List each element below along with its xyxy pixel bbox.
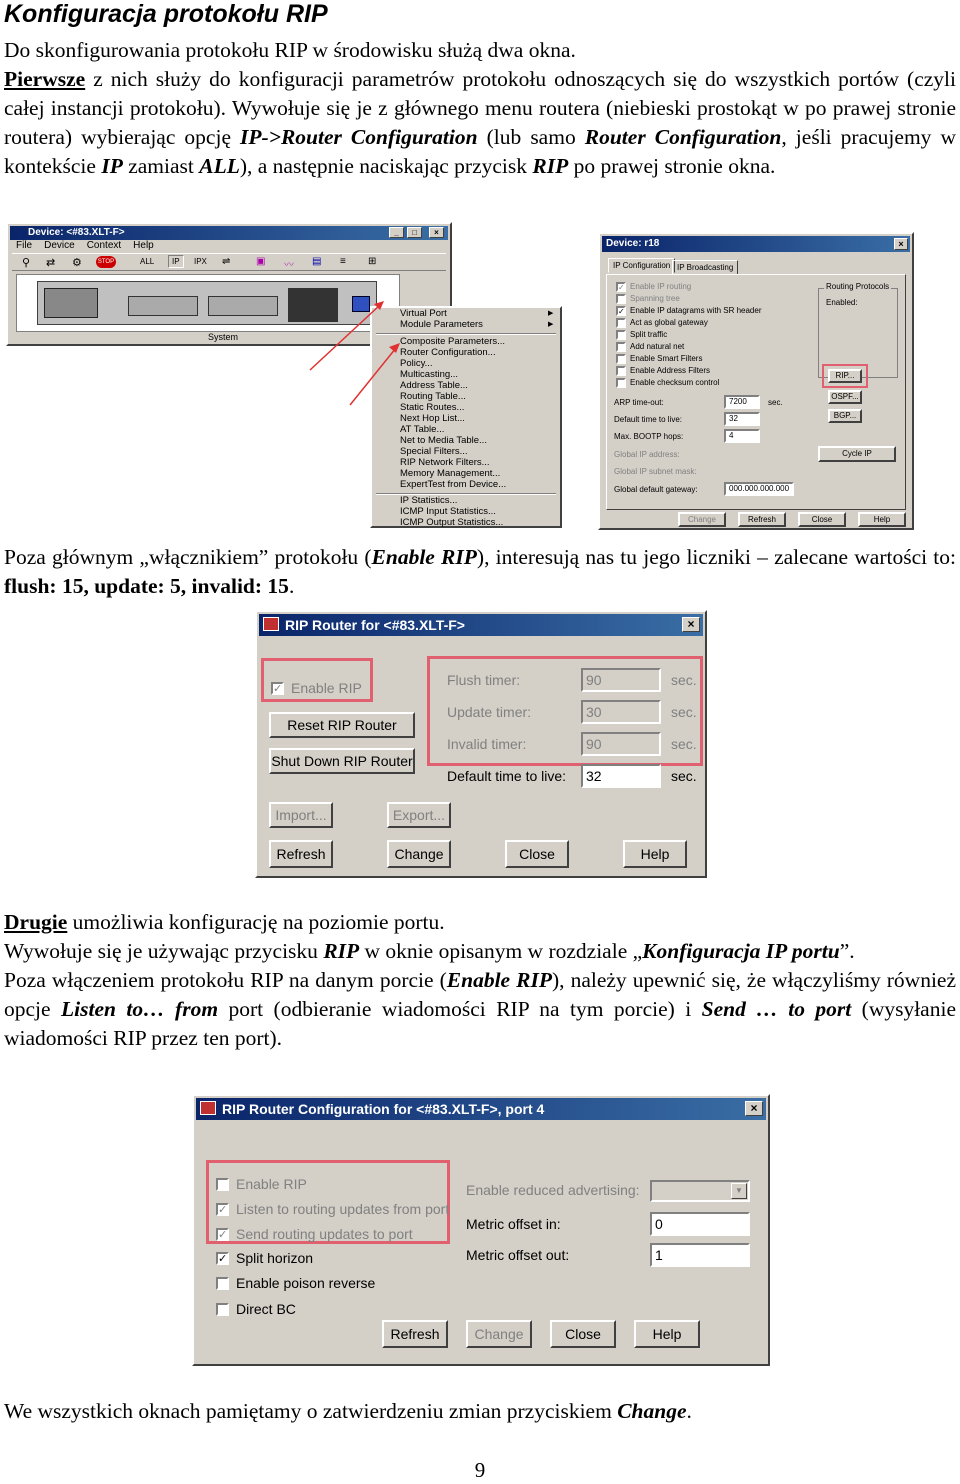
r18-titlebar xyxy=(602,236,910,252)
app-icon xyxy=(263,617,279,631)
tab-ip-broadcasting[interactable]: IP Broadcasting xyxy=(672,260,738,275)
invalid-timer-field[interactable]: 90 xyxy=(581,732,661,756)
check-label: Enable poison reverse xyxy=(236,1275,376,1291)
device-menubar xyxy=(16,240,154,251)
check-label: Send routing updates to port xyxy=(236,1226,413,1242)
export-button[interactable]: Export... xyxy=(387,802,451,828)
text-run: port (odbieranie wiadomości RIP na tym porcie) i xyxy=(218,997,702,1021)
change-button[interactable]: Change xyxy=(678,512,726,527)
send-term: Send … to port xyxy=(701,997,852,1021)
gear-icon[interactable]: ⚙ xyxy=(72,257,82,269)
invalid-timer-label: Invalid timer: xyxy=(447,736,527,752)
refresh-button[interactable]: Refresh xyxy=(738,512,786,527)
rip-term: RIP xyxy=(532,154,569,178)
r18-window xyxy=(598,232,914,530)
menu-item[interactable]: Composite Parameters... xyxy=(400,336,506,347)
help-button[interactable]: Help xyxy=(858,512,906,527)
intro-paragraph xyxy=(4,36,956,181)
text-run: . xyxy=(288,574,295,598)
flush-timer-field[interactable]: 90 xyxy=(581,668,661,692)
cycle-ip-button[interactable]: Cycle IP xyxy=(818,446,896,462)
check-label: Enable checksum control xyxy=(630,378,720,387)
close-icon[interactable]: × xyxy=(745,1101,763,1116)
change-button[interactable]: Change xyxy=(387,840,451,868)
menu-item[interactable]: Routing Table... xyxy=(400,391,466,402)
text-run: , jeśli pracujemy w kontekście xyxy=(4,125,956,178)
check-label: Enable IP datagrams with SR header xyxy=(630,306,762,315)
pierwsze-label: Pierwsze xyxy=(4,67,86,91)
device-titlebar xyxy=(10,226,448,240)
menu-item[interactable]: Special Filters... xyxy=(400,446,468,457)
intro-body xyxy=(4,65,956,181)
menu-item[interactable]: RIP Network Filters... xyxy=(400,457,490,468)
menu-item[interactable]: Policy... xyxy=(400,358,433,369)
text-run: umożliwia konfigurację na poziomie portu. xyxy=(67,910,445,934)
intro-line: Do skonfigurowania protokołu RIP w środowisku służą dwa okna. xyxy=(4,38,576,62)
menu-item-module-parameters[interactable]: Module Parameters xyxy=(400,319,483,330)
check-label: Enable Address Filters xyxy=(630,366,711,375)
enable-rip-label: Enable RIP xyxy=(291,680,362,696)
text-run: po prawej stronie okna. xyxy=(568,154,776,178)
enabled-label: Enabled: xyxy=(826,298,858,307)
text-run: ”. xyxy=(839,939,855,963)
checkbox[interactable] xyxy=(616,342,626,352)
shutdown-rip-button[interactable]: Shut Down RIP Router xyxy=(269,748,415,774)
port-module xyxy=(128,296,198,316)
closing-paragraph xyxy=(4,1397,956,1426)
checkbox[interactable] xyxy=(616,294,626,304)
change-button[interactable]: Change xyxy=(466,1320,532,1348)
field-label: Global IP subnet mask: xyxy=(614,467,697,476)
check-label: Enable RIP xyxy=(236,1176,307,1192)
checkbox[interactable] xyxy=(616,330,626,340)
poison-reverse-checkbox[interactable] xyxy=(216,1277,229,1290)
listen-term: Listen to… from xyxy=(61,997,219,1021)
send-checkbox[interactable]: ✓ xyxy=(218,1228,228,1241)
check-label: Listen to routing updates from port xyxy=(236,1201,450,1217)
arp-timeout-field[interactable]: 7200 xyxy=(724,395,760,409)
field-label: ARP time-out: xyxy=(614,398,664,407)
port-title: RIP Router Configuration for <#83.XLT-F>, port 4 xyxy=(222,1101,545,1117)
port-line xyxy=(4,966,956,1053)
help-button[interactable]: Help xyxy=(634,1320,700,1348)
text-run: w oknie opisanym w rozdziale „ xyxy=(359,939,643,963)
refresh-button[interactable]: Refresh xyxy=(269,840,333,868)
reduced-adv-label: Enable reduced advertising: xyxy=(466,1182,640,1198)
import-button[interactable]: Import... xyxy=(269,802,333,828)
checkbox[interactable] xyxy=(616,318,626,328)
reduced-adv-select[interactable] xyxy=(650,1180,750,1202)
tab-ip-configuration[interactable]: IP Configuration xyxy=(608,258,675,273)
enable-rip-checkbox[interactable]: ✓ xyxy=(273,682,283,695)
text-run: z nich służy do konfiguracji parametrów protokołu odnoszących się do wszystkich portów (czyli całej instancji protokołu). Wywołuje się je z głównego menu routera (niebieski prostokąt w po prawej stronie routera) wybierając opcję xyxy=(4,67,956,149)
text-run: ), a następnie naciskając przycisk xyxy=(239,154,533,178)
close-button[interactable]: Close xyxy=(505,840,569,868)
checkbox[interactable] xyxy=(616,354,626,364)
close-icon[interactable]: × xyxy=(894,238,908,250)
submenu-arrow-icon: ▶ xyxy=(548,321,554,328)
rip-router-window xyxy=(255,610,707,878)
menu-option: Router Configuration xyxy=(584,125,782,149)
menu-item[interactable]: ICMP Output Statistics... xyxy=(400,517,504,528)
menu-item[interactable]: Multicasting... xyxy=(400,369,459,380)
ttl-field[interactable]: 32 xyxy=(724,412,760,426)
drugie-label: Drugie xyxy=(4,910,68,934)
text-run: Poza głównym „włącznikiem” protokołu ( xyxy=(4,545,372,569)
timers-paragraph xyxy=(4,543,956,601)
text-run: (lub samo xyxy=(477,125,585,149)
checkbox[interactable] xyxy=(616,378,626,388)
context-ip: IP xyxy=(101,154,123,178)
report-icon[interactable]: ▣ xyxy=(256,256,266,267)
list-icon[interactable]: ≡ xyxy=(340,256,346,267)
update-timer-field[interactable]: 30 xyxy=(581,700,661,724)
arrow-line xyxy=(310,305,380,370)
toolbar-all[interactable]: ALL xyxy=(140,257,155,266)
rip-term: RIP xyxy=(323,939,360,963)
refresh-button[interactable]: Refresh xyxy=(382,1320,448,1348)
port-line xyxy=(4,937,956,966)
chart-icon[interactable]: 〰 xyxy=(284,260,294,271)
ttl-field[interactable]: 32 xyxy=(581,764,661,788)
text-run: ), interesują nas tu jego liczniki – zalecane wartości to: xyxy=(476,545,957,569)
arrow-line xyxy=(350,348,396,405)
menu-context[interactable]: Context xyxy=(86,240,122,251)
check-label: Act as global gateway xyxy=(630,318,708,327)
menu-file[interactable]: File xyxy=(16,240,33,251)
port-line xyxy=(4,908,956,937)
context-all: ALL xyxy=(199,154,240,178)
metric-in-field[interactable]: 0 xyxy=(650,1212,750,1236)
enable-rip-term: Enable RIP xyxy=(446,968,552,992)
port-paragraph xyxy=(4,908,956,1053)
unit-label: sec. xyxy=(671,768,697,784)
metric-in-label: Metric offset in: xyxy=(466,1216,561,1232)
menu-device[interactable]: Device xyxy=(44,240,75,251)
help-button[interactable]: Help xyxy=(623,840,687,868)
r18-title: Device: r18 xyxy=(606,238,660,249)
text-run: zamiast xyxy=(122,154,200,178)
grid-icon[interactable]: ⊞ xyxy=(368,256,377,267)
minimize-icon[interactable]: _ xyxy=(389,227,404,238)
split-horizon-checkbox[interactable]: ✓ xyxy=(218,1252,228,1265)
toolbar-ipx[interactable]: IPX xyxy=(194,257,207,266)
field-label: Max. BOOTP hops: xyxy=(614,432,684,441)
close-icon[interactable]: × xyxy=(429,227,444,238)
metric-out-label: Metric offset out: xyxy=(466,1247,570,1263)
rip-button[interactable]: RIP... xyxy=(828,369,862,383)
checkbox[interactable]: ✓ xyxy=(618,283,625,292)
checkbox[interactable]: ✓ xyxy=(618,307,625,316)
check-label: Split horizon xyxy=(236,1250,314,1266)
system-label: System xyxy=(208,332,239,342)
enable-rip-term: Enable RIP xyxy=(371,545,477,569)
menu-item[interactable]: Static Routes... xyxy=(400,402,465,413)
checkbox[interactable] xyxy=(616,366,626,376)
field-label: Default time to live: xyxy=(614,415,683,424)
text-run: We wszystkich oknach pamiętamy o zatwierdzeniu zmian przyciskiem xyxy=(4,1399,618,1423)
submenu-arrow-icon: ▶ xyxy=(548,310,554,317)
swap-icon[interactable]: ⇄ xyxy=(46,257,56,269)
update-timer-label: Update timer: xyxy=(447,704,532,720)
menu-item[interactable]: Address Table... xyxy=(400,380,468,391)
arrowhead-icon xyxy=(389,343,400,353)
menu-item-virtual-port[interactable]: Virtual Port xyxy=(400,308,447,319)
close-button[interactable]: Close xyxy=(798,512,846,527)
direct-bc-checkbox[interactable] xyxy=(216,1303,229,1316)
routing-group-label: Routing Protocols xyxy=(826,282,890,291)
port-titlebar xyxy=(196,1098,766,1120)
gateway-field[interactable]: 000.000.000.000 xyxy=(724,482,794,496)
check-label: Enable Smart Filters xyxy=(630,354,703,363)
maximize-icon[interactable]: □ xyxy=(407,227,422,238)
check-label: Spanning tree xyxy=(630,294,680,303)
menu-path: IP->Router Configuration xyxy=(240,125,478,149)
unit-label: sec. xyxy=(671,704,697,720)
unit-label: sec. xyxy=(671,672,697,688)
menu-item[interactable]: AT Table... xyxy=(400,424,445,435)
ttl-label: Default time to live: xyxy=(447,768,567,784)
check-label: Add natural net xyxy=(630,342,685,351)
close-icon[interactable]: × xyxy=(682,617,700,632)
red-arrows xyxy=(300,290,410,410)
menu-item[interactable]: ICMP Input Statistics... xyxy=(400,506,496,517)
text-run: Wywołuje się je używając przycisku xyxy=(4,939,324,963)
field-label: Global IP address: xyxy=(614,450,680,459)
enable-rip-checkbox[interactable] xyxy=(216,1178,229,1191)
menu-item[interactable]: ExpertTest from Device... xyxy=(400,479,507,490)
stop-icon[interactable]: STOP xyxy=(96,256,116,268)
recommended-values: flush: 15, update: 5, invalid: 15 xyxy=(4,574,289,598)
text-run: (wysyłanie wiadomości RIP przez ten port). xyxy=(4,997,956,1050)
chevron-down-icon[interactable]: ▼ xyxy=(731,1183,747,1199)
device-title: Device: <#83.XLT-F> xyxy=(28,227,125,238)
text-run: Poza włączeniem protokołu RIP na danym porcie ( xyxy=(4,968,447,992)
check-label: Split traffic xyxy=(630,330,668,339)
metric-out-field[interactable]: 1 xyxy=(650,1243,750,1267)
chapter-ref: Konfiguracja IP portu xyxy=(642,939,840,963)
device-toolbar xyxy=(12,253,446,271)
port-config-window xyxy=(192,1094,770,1366)
check-label: Direct BC xyxy=(236,1301,296,1317)
power-module xyxy=(44,288,98,318)
check-label: Enable IP routing xyxy=(630,282,692,291)
bgp-button[interactable]: BGP... xyxy=(828,409,862,423)
flush-timer-label: Flush timer: xyxy=(447,672,521,688)
menu-item[interactable]: Next Hop List... xyxy=(400,413,465,424)
ospf-button[interactable]: OSPF... xyxy=(828,390,862,404)
menu-item[interactable]: Memory Management... xyxy=(400,468,501,479)
text-run: ), należy upewnić się, że włączyliśmy również opcje xyxy=(4,968,957,1021)
menu-item[interactable]: IP Statistics... xyxy=(400,495,458,506)
page-title: Konfiguracja protokołu RIP xyxy=(4,0,328,28)
toolbar-ip[interactable]: IP xyxy=(168,255,184,268)
menu-help[interactable]: Help xyxy=(133,240,154,251)
text-run: . xyxy=(686,1399,692,1423)
rip-titlebar xyxy=(259,614,703,636)
unit-label: sec. xyxy=(768,398,783,407)
bootp-hops-field[interactable]: 4 xyxy=(724,429,760,443)
change-term: Change xyxy=(617,1399,687,1423)
unit-label: sec. xyxy=(671,736,697,752)
menu-item-router-configuration[interactable]: Router Configuration... xyxy=(400,347,496,358)
listen-checkbox[interactable]: ✓ xyxy=(218,1203,228,1216)
table-icon[interactable]: ▤ xyxy=(312,256,322,267)
port-module xyxy=(208,296,278,316)
tool-icon[interactable]: ⇌ xyxy=(222,256,231,267)
rip-title: RIP Router for <#83.XLT-F> xyxy=(285,617,465,633)
close-button[interactable]: Close xyxy=(550,1320,616,1348)
pin-icon[interactable]: ⚲ xyxy=(22,257,31,269)
app-icon xyxy=(200,1101,216,1115)
reset-rip-button[interactable]: Reset RIP Router xyxy=(269,712,415,738)
menu-item[interactable]: Net to Media Table... xyxy=(400,435,487,446)
field-label: Global default gateway: xyxy=(614,485,698,494)
page-number: 9 xyxy=(474,1458,486,1482)
